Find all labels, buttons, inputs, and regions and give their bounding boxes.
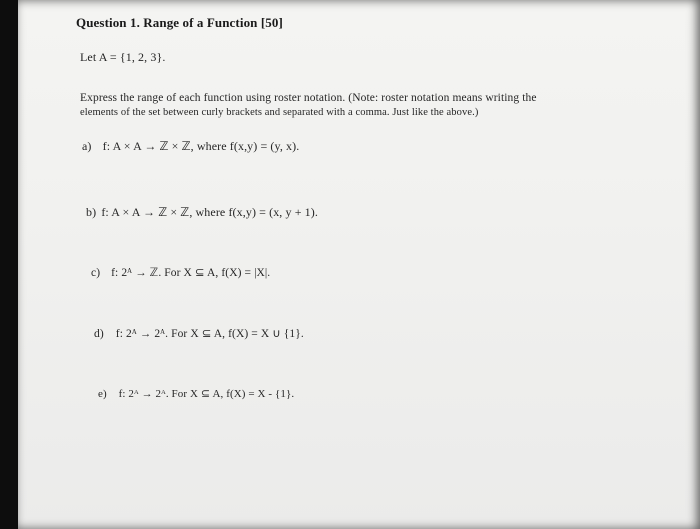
part-d-text: f: 2ᴬ → 2ᴬ. For X ⊆ A, f(X) = X ∪ {1}.: [115, 328, 304, 340]
instruction-line-2: elements of the set between curly brackets and separated with a comma. Just like the above.): [80, 107, 479, 118]
part-c-label: c): [91, 267, 101, 279]
paper-sheet: [18, 0, 700, 529]
question-title: Question 1. Range of a Function [50]: [76, 15, 283, 30]
part-e-label: e): [98, 388, 107, 400]
part-b: [86, 205, 318, 220]
part-b-label: b): [86, 205, 97, 219]
part-d: [94, 326, 304, 340]
part-e-text: f: 2ᴬ → 2ᴬ. For X ⊆ A, f(X) = X - {1}.: [118, 388, 295, 400]
part-c-text: f: 2ᴬ → ℤ. For X ⊆ A, f(X) = |X|.: [111, 267, 271, 279]
part-c: [91, 265, 270, 279]
part-b-text: f: A × A → ℤ × ℤ, where f(x,y) = (x, y + 1).: [101, 205, 318, 219]
part-a-text: f: A × A → ℤ × ℤ, where f(x,y) = (y, x).: [102, 139, 300, 153]
instruction-line-1: Express the range of each function using roster notation. (Note: roster notation means writing the: [80, 92, 537, 104]
part-d-label: d): [94, 328, 104, 340]
set-definition: Let A = {1, 2, 3}.: [80, 50, 166, 64]
part-a-label: a): [82, 139, 92, 153]
part-a: [82, 139, 299, 154]
part-e: [98, 387, 294, 400]
